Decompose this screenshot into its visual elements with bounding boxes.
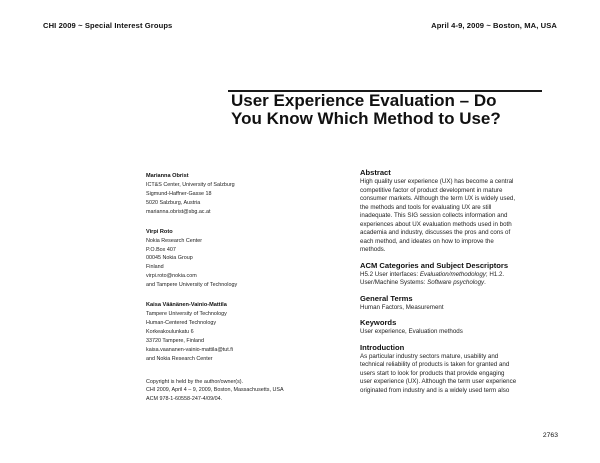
author-affiliation-line: 33720 Tampere, Finland	[146, 337, 205, 344]
introduction-line: user experience (UX). Although the term user experience	[360, 378, 517, 385]
introduction-line: technical reliability of products is taken for granted and	[360, 361, 510, 368]
author-affiliation-line: P.O.Box 407	[146, 246, 176, 253]
keywords-heading: Keywords	[360, 318, 397, 327]
author-email: kaisa.vaananen-vainio-mattila@tut.fi	[146, 346, 233, 353]
keywords-text: User experience, Evaluation methods	[360, 328, 463, 335]
author-name: Marianna Obrist	[146, 173, 189, 179]
abstract-line: each method, and ideates on how to improve the	[360, 237, 494, 245]
right-column	[360, 168, 560, 401]
acm-categories-heading: ACM Categories and Subject Descriptors	[360, 260, 509, 270]
running-header-left: CHI 2009 ~ Special Interest Groups	[43, 21, 173, 30]
page-number: 2763	[542, 432, 558, 439]
acm-categories-line	[360, 271, 560, 280]
general-terms-section	[360, 294, 560, 313]
copyright-line: ACM 978-1-60558-247-4/09/04.	[146, 395, 223, 402]
introduction-section	[360, 343, 560, 396]
copyright-line: Copyright is held by the author/owner(s).	[146, 379, 244, 385]
introduction-line: As particular industry sectors mature, usability and	[360, 352, 499, 360]
general-terms-text: Human Factors, Measurement	[360, 303, 444, 311]
abstract-line: experiences about UX evaluation methods used in both	[360, 220, 512, 228]
acm-italic-text: Evaluation/methodology	[419, 270, 486, 278]
abstract-line: methods.	[360, 246, 386, 253]
abstract-line: the methods and tools for evaluating UX are still	[360, 203, 492, 211]
general-terms-heading: General Terms	[360, 293, 413, 303]
abstract-section	[360, 168, 560, 255]
author-2	[146, 228, 326, 290]
abstract-line: competitive factor of product development in mature	[360, 186, 503, 194]
author-affiliation-line: Finland	[146, 264, 164, 271]
author-affiliation-line: and Tampere University of Technology	[146, 282, 238, 289]
acm-text: User/Machine Systems:	[360, 279, 428, 286]
author-affiliation-line: Korkeakoulunkatu 6	[146, 328, 194, 335]
author-affiliation-line: 5020 Salzburg, Austria	[146, 199, 201, 206]
abstract-line: consumer markets. Although the term UX is widely used,	[360, 195, 516, 202]
copyright-line: CHI 2009, April 4 – 9, 2009, Boston, Massachusetts, USA	[146, 387, 284, 394]
copyright-notice	[146, 378, 346, 403]
author-email: marianna.obrist@sbg.ac.at	[146, 208, 211, 215]
author-3	[146, 301, 326, 363]
acm-italic-text: Software psychology	[427, 279, 485, 286]
abstract-heading: Abstract	[360, 168, 391, 177]
acm-text: ; H1.2.	[485, 270, 505, 278]
author-affiliation-line: 00045 Nokia Group	[146, 255, 193, 262]
author-affiliation-line: ICT&S Center, University of Salzburg	[146, 182, 235, 188]
abstract-line: High quality user experience (UX) has become a central	[360, 178, 514, 185]
author-block	[146, 172, 326, 375]
acm-text: .	[484, 279, 486, 286]
author-email: virpi.roto@nokia.com	[146, 273, 197, 280]
abstract-line: academia and industry, discusses the pros and cons of	[360, 229, 511, 236]
author-name: Virpi Roto	[146, 228, 173, 235]
paper-title-line-1: User Experience Evaluation – Do	[231, 91, 497, 110]
acm-categories-line	[360, 279, 560, 288]
paper-title-line-2: You Know Which Method to Use?	[231, 109, 501, 128]
author-affiliation-line: Sigmund-Haffner-Gasse 18	[146, 190, 212, 197]
author-name: Kaisa Väänänen-Vainio-Mattila	[146, 302, 227, 309]
keywords-section	[360, 318, 560, 337]
introduction-line: originated from industry and is a widely used term also	[360, 386, 510, 394]
acm-categories-section	[360, 261, 560, 288]
introduction-line: users start to look for products that provide engaging	[360, 369, 505, 377]
author-affiliation-line: and Nokia Research Center	[146, 355, 213, 362]
paper-title	[231, 92, 561, 128]
author-affiliation-line: Nokia Research Center	[146, 237, 203, 244]
running-header-right: April 4-9, 2009 ~ Boston, MA, USA	[431, 21, 557, 30]
author-1	[146, 172, 326, 217]
abstract-line: inadequate. This SIG session collects information and	[360, 212, 508, 219]
author-affiliation-line: Tampere University of Technology	[146, 311, 227, 318]
acm-text: H5.2 User interfaces:	[360, 270, 420, 278]
introduction-heading: Introduction	[360, 342, 405, 352]
author-affiliation-line: Human-Centered Technology	[146, 319, 217, 326]
